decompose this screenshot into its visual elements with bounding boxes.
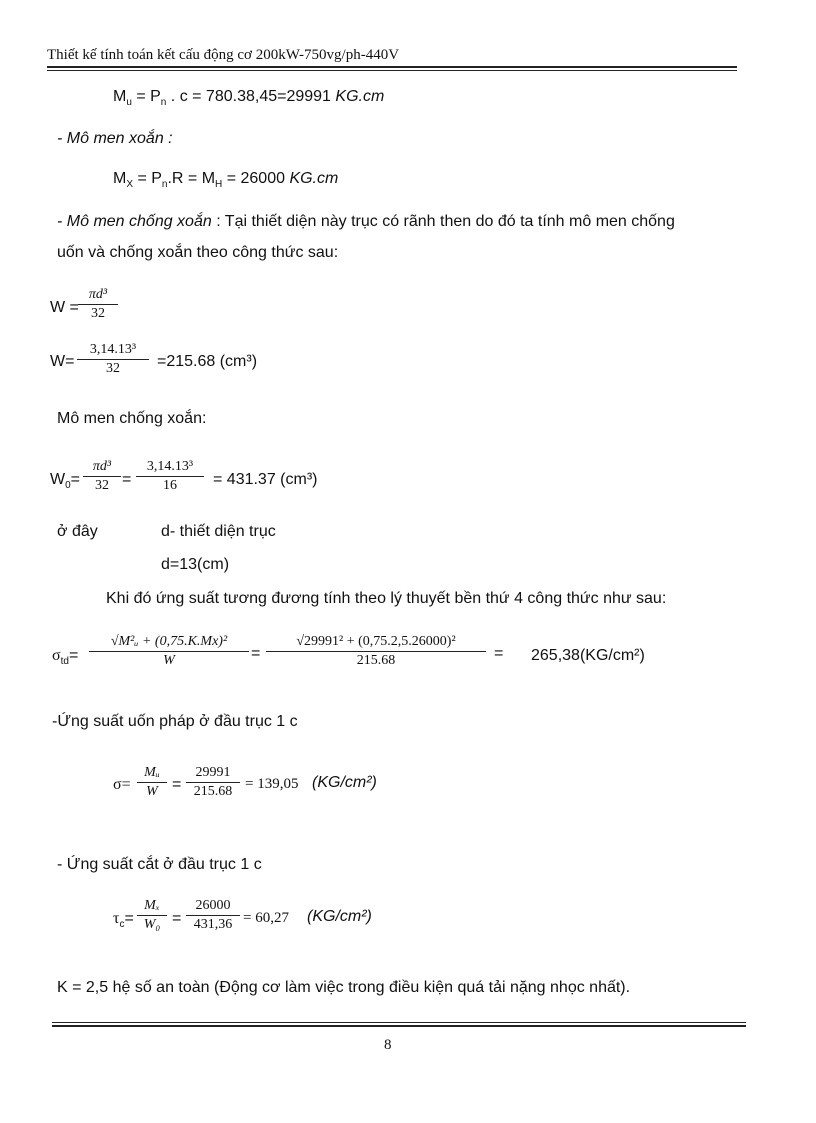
sigma-td-fraction-2: √29991² + (0,75.2,5.26000)² 215.68 — [266, 633, 486, 670]
o-day: ở đây — [57, 523, 98, 540]
mo-men-chong-xoan-heading: Mô men chống xoắn: — [57, 410, 207, 427]
mo-men-xoan-label: - Mô men xoắn : — [57, 130, 173, 147]
k-safety-line: K = 2,5 hệ số an toàn (Động cơ làm việc trong điều kiện quá tải nặng nhọc nhất). — [57, 979, 631, 996]
sigma-u-fraction-2: 29991 215.68 — [186, 764, 240, 801]
ung-suat-uon-heading: -Ứng suất uốn pháp ở đầu trục 1 c — [52, 713, 298, 730]
w0-fraction-2: 3,14.13³ 16 — [136, 458, 204, 495]
footer-rule-thin — [52, 1022, 746, 1023]
w2-fraction: 3,14.13³ 32 — [77, 341, 149, 378]
chong-xoan-paragraph-line2: uốn và chống xoắn theo công thức sau: — [57, 244, 339, 261]
sigma-td-eq2: = — [251, 645, 261, 662]
w0-lhs: $W_0=$ — [50, 471, 81, 492]
w-lhs: W = — [50, 299, 79, 316]
header-title: Thiết kế tính toán kết cấu động cơ 200kW-750vg/ph-440V — [47, 47, 400, 63]
tau-eq2: = — [172, 910, 182, 927]
ung-suat-cat-heading: - Ứng suất cắt ở đầu trục 1 c — [57, 856, 262, 873]
sigma-u-fraction-1: Mᵤ W — [137, 764, 167, 801]
sigma-u-rhs: = 139,05 — [245, 776, 299, 792]
w-fraction: πd³ 32 — [78, 286, 118, 323]
w0-eq2: = — [122, 471, 132, 488]
sigma-td-fraction-1: √M²ᵤ + (0,75.K.Mx)² W — [89, 633, 249, 670]
w2-lhs: W= — [50, 353, 75, 370]
d-value: d=13(cm) — [161, 556, 230, 573]
sigma-u-unit: (KG/cm²) — [312, 774, 377, 791]
w0-fraction-1: πd³ 32 — [83, 458, 121, 495]
sigma-td-lhs: $\sigma_{td}=$ — [52, 647, 79, 668]
chong-xoan-paragraph-line1: - Mô men chống xoắn : Tại thiết diện này trục có rãnh then do đó ta tính mô men chống — [57, 213, 675, 230]
sigma-td-rhs: 265,38(KG/cm²) — [531, 647, 645, 664]
mx-formula: $M_X = P_n.R = M_H = 26000$ KG.cm — [113, 170, 339, 191]
d-definition: d- thiết diện trục — [161, 523, 276, 540]
sigma-u-lhs: σ= — [113, 776, 131, 793]
header-rule-thin — [47, 70, 737, 71]
header-rule-thick — [47, 66, 737, 68]
footer-rule-thick — [52, 1025, 746, 1027]
sigma-td-eq3: = — [494, 645, 504, 662]
mu-formula: $M_u = P_n$ . c = 780.38,45=29991 KG.cm — [113, 88, 385, 109]
tau-fraction-2: 26000 431,36 — [186, 897, 240, 934]
tau-rhs: = 60,27 — [243, 910, 289, 926]
w0-rhs: = 431.37 (cm³) — [213, 471, 318, 488]
tau-unit: (KG/cm²) — [307, 908, 372, 925]
khi-do-paragraph: Khi đó ứng suất tương đương tính theo lý thuyết bền thứ 4 công thức như sau: — [106, 590, 667, 607]
w2-rhs: =215.68 (cm³) — [157, 353, 258, 370]
page-number: 8 — [384, 1037, 392, 1053]
sigma-u-eq: = — [172, 776, 182, 793]
tau-fraction-1: Mₓ W₀ — [137, 897, 167, 934]
tau-lhs: $\tau_c=$ — [113, 910, 134, 931]
